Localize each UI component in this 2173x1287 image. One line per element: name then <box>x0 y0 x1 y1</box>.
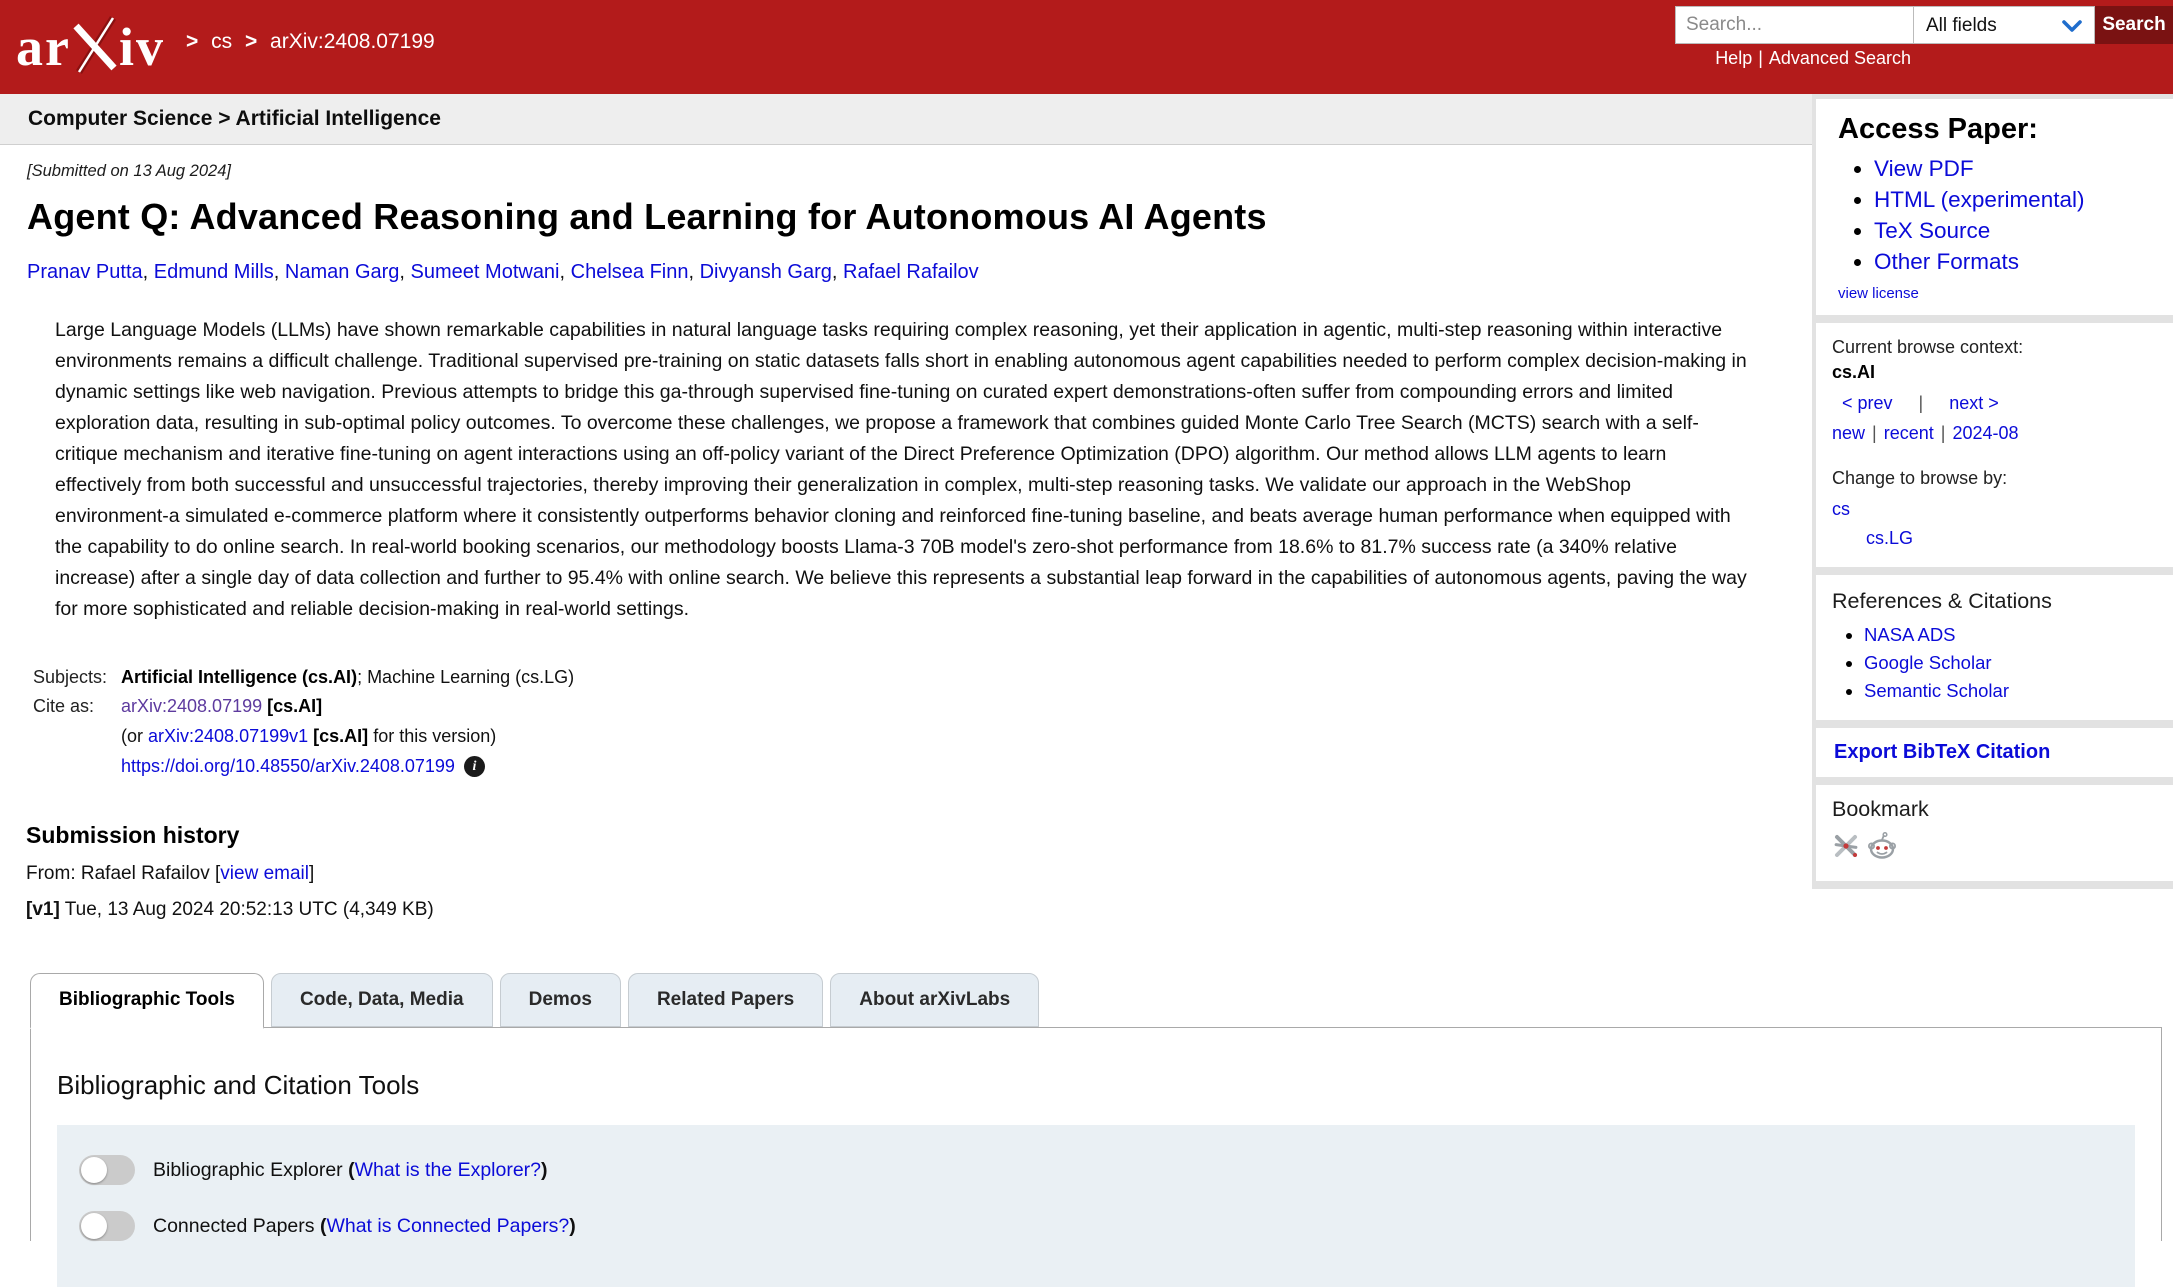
from-close: ] <box>309 863 315 884</box>
references-links-list <box>1832 624 2163 702</box>
main-column <box>0 94 1812 1241</box>
arxiv-logo[interactable] <box>16 16 165 77</box>
cite-arxiv-id-link[interactable]: arXiv:2408.07199 <box>121 696 263 716</box>
help-link[interactable]: Help <box>1715 48 1753 68</box>
change-browse-label: Change to browse by: <box>1832 468 2008 488</box>
browse-cslg-row <box>1832 528 2163 549</box>
pipe-separator: | <box>1872 423 1877 443</box>
access-links-list <box>1838 156 2163 275</box>
bookmark-card <box>1816 785 2173 881</box>
cite-class: [cs.AI] <box>267 696 323 716</box>
labs-tab-panel <box>30 1027 2162 1241</box>
google-scholar-link[interactable]: Google Scholar <box>1864 652 1992 673</box>
list-item <box>1864 680 2163 702</box>
info-icon[interactable] <box>464 756 485 777</box>
pipe-separator: | <box>1918 393 1924 413</box>
subjects-primary: Artificial Intelligence (cs.AI) <box>121 667 358 687</box>
recent-link[interactable]: recent <box>1883 423 1934 443</box>
toggle-row-bibliographic-explorer <box>79 1155 2135 1185</box>
author-link[interactable]: Sumeet Motwani , <box>411 261 571 283</box>
breadcrumb <box>179 30 435 60</box>
breadcrumb-paper-id-link[interactable]: arXiv:2408.07199 <box>270 30 435 53</box>
browse-context-card <box>1816 323 2173 567</box>
references-citations-card <box>1816 575 2173 720</box>
submitted-date: [Submitted on 13 Aug 2024] <box>27 162 231 180</box>
semantic-scholar-link[interactable]: Semantic Scholar <box>1864 680 2009 701</box>
paren-close: ) <box>569 1214 576 1237</box>
author-link[interactable]: Chelsea Finn , <box>571 261 700 283</box>
list-item <box>1874 156 2163 182</box>
search-button[interactable]: Search <box>2095 6 2173 44</box>
cite-as-label: Cite as: <box>33 696 95 716</box>
html-experimental-link[interactable]: HTML (experimental) <box>1874 187 2085 212</box>
paren-open: ( <box>348 1158 355 1181</box>
cite-version-suffix: for this version) <box>373 726 497 746</box>
labs-toggle-box <box>57 1125 2135 1287</box>
export-bibtex-card <box>1816 728 2173 777</box>
list-item <box>1874 249 2163 275</box>
author-link[interactable]: Naman Garg , <box>285 261 411 283</box>
list-item <box>1874 218 2163 244</box>
toggle-label-text: Connected Papers <box>153 1214 320 1237</box>
advanced-search-link[interactable]: Advanced Search <box>1768 48 1911 68</box>
submission-history-title: Submission history <box>26 822 240 848</box>
toggle-row-connected-papers <box>79 1211 2135 1241</box>
toggle-label <box>153 1215 576 1238</box>
author-link[interactable]: Divyansh Garg , <box>700 261 843 283</box>
site-header <box>0 0 2173 94</box>
arxiv-logo-text-left: ar <box>16 17 71 77</box>
metadata-table <box>33 667 1812 786</box>
list-item <box>1874 187 2163 213</box>
from-text: From: Rafael Rafailov [ <box>26 863 221 884</box>
toggle-knob <box>81 1213 107 1239</box>
bibliographic-explorer-toggle[interactable] <box>79 1155 135 1185</box>
category-path: Computer Science > Artificial Intelligence <box>0 94 1812 145</box>
bookmark-title: Bookmark <box>1832 797 1929 821</box>
subjects-label: Subjects: <box>33 667 108 687</box>
arxiv-logo-text-right: iv <box>118 17 165 77</box>
access-paper-title: Access Paper: <box>1838 113 2038 145</box>
toggle-label <box>153 1159 548 1182</box>
abstract-text: Large Language Models (LLMs) have shown remarkable capabilities in natural language tasks requiring complex reasoning, yet their application in agentic, multi-step reasoning within interactive environments remains a difficult challenge. Traditional supervised pre-training on static datasets falls short in enabling autonomous agent capabilities needed to perform complex decision-making in dynamic settings like web navigation. Previous attempts to bridge this ga-through supervised fine-tuning on curated expert demonstrations-often suffer from compounding errors and limited exploration data, resulting in sub-optimal policy outcomes. To overcome these challenges, we propose a framework that combines guided Monte Carlo Tree Search (MCTS) search with a self-critique mechanism and iterative fine-tuning on agent interactions using an off-policy variant of the Direct Preference Optimization (DPO) algorithm. Our method allows LLM agents to learn effectively from both successful and unsuccessful trajectories, thereby improving their generalization in complex, multi-step reasoning tasks. We validate our approach in the WebShop environment-a simulated e-commerce platform where it consistently outperforms behavior cloning and reinforced fine-tuning baseline, and beats average human performance when equipped with the capability to do online search. In real-world booking scenarios, our methodology boosts Llama-3 70B model's zero-shot performance from 18.6% to 81.7% success rate (a 340% relative increase) after a single day of data collection and further to 95.4% with online search. We believe this represents a substantial leap forward in the capabilities of autonomous agents, paving the way for more sophisticated and reliable decision-making in real-world settings. <box>55 319 1747 620</box>
cite-as-value <box>121 696 1812 786</box>
v1-details: Tue, 13 Aug 2024 20:52:13 UTC (4,349 KB) <box>59 899 434 920</box>
labs-tabs-row <box>30 973 2162 1027</box>
cite-version-class: [cs.AI] <box>313 726 369 746</box>
prev-next-row <box>1832 393 2163 414</box>
references-citations-title: References & Citations <box>1832 589 2052 613</box>
view-email-link[interactable]: view email <box>220 863 309 884</box>
new-recent-row <box>1832 423 2163 444</box>
search-field-select[interactable] <box>1914 7 2094 43</box>
view-license-link[interactable]: view license <box>1838 285 1919 302</box>
browse-context-label: Current browse context: <box>1832 337 2024 357</box>
toggle-label-text: Bibliographic Explorer <box>153 1158 349 1181</box>
search-field-select-wrap <box>1913 6 2095 44</box>
browse-cs-row <box>1832 499 2163 520</box>
list-item <box>1864 652 2163 674</box>
new-link[interactable]: new <box>1832 423 1866 443</box>
breadcrumb-separator: > <box>185 30 199 53</box>
paren-close: ) <box>541 1158 548 1181</box>
month-link[interactable]: 2024-08 <box>1952 423 2019 443</box>
toggle-knob <box>81 1157 107 1183</box>
paren-open: ( <box>319 1214 327 1237</box>
what-is-explorer-link[interactable]: What is the Explorer? <box>354 1158 542 1181</box>
cite-version-prefix: (or <box>121 726 143 746</box>
export-bibtex-link[interactable]: Export BibTeX Citation <box>1834 741 2051 763</box>
tab-related-papers[interactable]: Related Papers <box>628 973 823 1027</box>
arxiv-logo-chi-icon <box>73 16 117 74</box>
doi-link[interactable]: https://doi.org/10.48550/arXiv.2408.07199 <box>121 756 455 776</box>
cite-version-link[interactable]: arXiv:2408.07199v1 <box>148 726 309 746</box>
sidebar <box>1812 94 2173 889</box>
labs-panel-heading: Bibliographic and Citation Tools <box>57 1070 420 1100</box>
cslg-link[interactable]: cs.LG <box>1866 528 1914 548</box>
subjects-rest: ; Machine Learning (cs.LG) <box>357 667 575 687</box>
reddit-icon[interactable] <box>1867 832 1897 865</box>
page-title: Agent Q: Advanced Reasoning and Learning for Autonomous AI Agents <box>27 196 1267 237</box>
search-input[interactable] <box>1675 6 1913 44</box>
subjects-value <box>121 667 1812 688</box>
pipe-separator: | <box>1940 423 1946 443</box>
tab-bibliographic-tools[interactable]: Bibliographic Tools <box>30 973 264 1029</box>
other-formats-link[interactable]: Other Formats <box>1874 249 2020 274</box>
arxivlabs-section <box>30 973 2162 1241</box>
next-link[interactable]: next > <box>1949 393 1999 413</box>
help-separator: | <box>1758 48 1763 68</box>
tab-code-data-media[interactable]: Code, Data, Media <box>271 973 493 1027</box>
tab-demos[interactable]: Demos <box>500 973 621 1027</box>
author-link[interactable]: Pranav Putta , <box>27 261 154 283</box>
access-paper-card <box>1816 99 2173 315</box>
authors-line <box>27 261 1812 284</box>
connected-papers-toggle[interactable] <box>79 1211 135 1241</box>
breadcrumb-cs-link[interactable]: cs <box>211 30 233 53</box>
view-pdf-link[interactable]: View PDF <box>1874 156 1974 181</box>
what-is-connected-papers-link[interactable]: What is Connected Papers? <box>326 1214 570 1237</box>
submission-from-line <box>26 863 1812 885</box>
list-item <box>1864 624 2163 646</box>
bibsonomy-icon[interactable] <box>1832 832 1860 865</box>
v1-tag: [v1] <box>26 899 60 920</box>
browse-context-value: cs.AI <box>1832 362 1876 382</box>
prev-link[interactable]: < prev <box>1842 393 1893 413</box>
author-link[interactable]: Edmund Mills , <box>154 261 285 283</box>
cs-link[interactable]: cs <box>1832 499 1850 519</box>
author-link[interactable]: Rafael Rafailov <box>843 261 979 283</box>
breadcrumb-separator: > <box>244 30 258 53</box>
header-help-row <box>1715 48 1911 69</box>
submission-v1-line <box>26 899 1812 921</box>
tex-source-link[interactable]: TeX Source <box>1874 218 1991 243</box>
nasa-ads-link[interactable]: NASA ADS <box>1864 624 1956 645</box>
tab-about-arxivlabs[interactable]: About arXivLabs <box>830 973 1039 1027</box>
